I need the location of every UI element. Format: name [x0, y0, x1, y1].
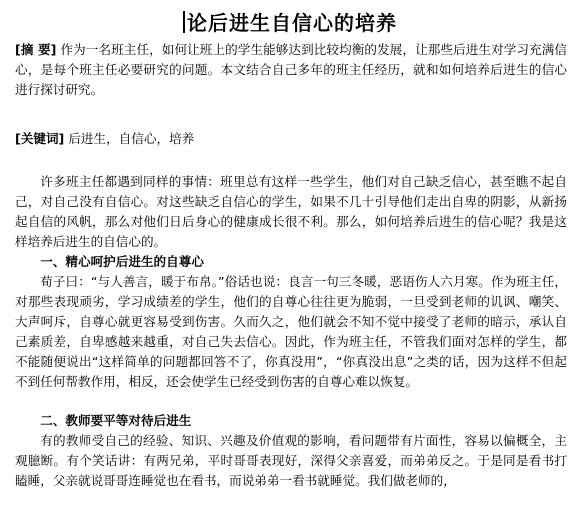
- document-title-text: 论后进生自信心的培养: [187, 11, 397, 35]
- section-1-paragraph: 荀子曰：“与人善言，暖于布帛。”俗话也说：良言一句三冬暖，恶语伤人六月寒。作为班主任，对那些表现顽劣，学习成绩差的学生，他们的自尊心往往更为脆弱，一旦受到老师的讥讽、嘲笑、大声呵斥，自尊心就更容易受到伤害。久而久之，他们就会不知不觉中接受了老师的暗示，承认自己素质差，自卑感越来越重，对自己失去信心。因此，作为班主任，不管我们面对怎样的学生，都不能随便说出“这样简单的问题都回答不了，你真没用”，“你真没出息”之类的话，因为这样不但起不到任何帮教作用，相反，还会使学生已经受到伤害的自尊心难以恢复。: [15, 274, 567, 389]
- text-cursor: [183, 11, 185, 33]
- section-1-heading: 一、精心呵护后进生的自尊心: [40, 254, 204, 269]
- keywords-paragraph: [15, 129, 567, 149]
- abstract-text: 作为一名班主任，如何让班上的学生能够达到比较均衡的发展，让那些后进生对学习充满信心，是每个班主任必要研究的问题。本文结合自己多年的班主任经历，就和如何培养后进生的信心进行探讨研究。: [15, 42, 567, 97]
- keywords-tag: [关键词]: [15, 131, 65, 146]
- section-2-paragraph: 有的教师受自己的经验、知识、兴趣及价值观的影响，看问题带有片面性，容易以偏概全，主观臆断。有个笑话讲：有两兄弟，平时哥哥表现好，深得父亲喜爱，而弟弟反之。于是同是看书打瞌睡，父亲就说哥哥连睡觉也在看书，而说弟弟一看书就睡觉。我们做老师的，: [15, 433, 567, 488]
- abstract-tag: [摘 要]: [15, 42, 57, 57]
- keywords-text: 后进生，自信心，培养: [68, 131, 195, 146]
- abstract-paragraph: [15, 40, 567, 100]
- intro-paragraph: 许多班主任都遇到同样的事情：班里总有这样一些学生，他们对自己缺乏信心，甚至瞧不起自己，对自己没有自信心。对这些缺乏自信心的学生，如果不几十引导他们走出自卑的阴影，从新扬起自信的风帆，那么对他们日后身心的健康成长很不利。那么，如何培养后进生的信心呢？我是这样培养后进生的自信心的。: [15, 174, 567, 249]
- section-2-heading: 二、教师要平等对待后进生: [40, 413, 192, 428]
- document-title: [0, 10, 580, 36]
